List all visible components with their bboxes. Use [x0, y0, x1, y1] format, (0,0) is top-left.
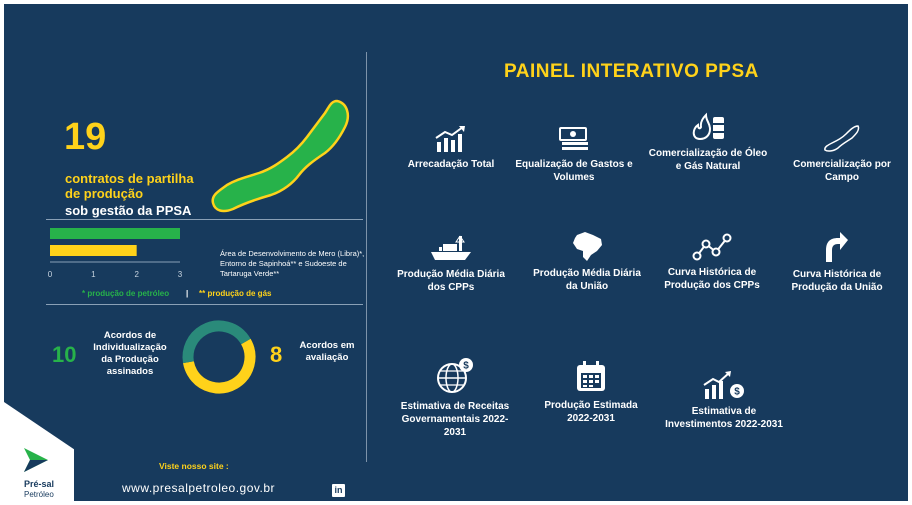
logo-text-line2: Petróleo: [24, 490, 54, 499]
tile-label: Arrecadação Total: [407, 159, 495, 170]
bar-oil: [50, 228, 180, 239]
panel-title: PAINEL INTERATIVO PPSA: [504, 61, 759, 82]
pre-salt-area-map-icon: [209, 99, 359, 219]
site-link[interactable]: www.presalpetroleo.gov.br: [122, 481, 276, 495]
globe-dollar-icon: [434, 356, 476, 396]
evaluation-agreements-count: 8: [270, 342, 283, 367]
tile-label: Estimativa de Receitas Governamentais 2022-2031: [400, 401, 510, 438]
contracts-label: [65, 171, 194, 201]
signed-agreements-count: 10: [52, 342, 77, 367]
tile-label: Estimativa de Investimentos 2022-2031: [665, 406, 783, 430]
calendar-icon: [573, 359, 609, 395]
tile-producao-media-uniao[interactable]: [527, 229, 647, 293]
legend-gas: ** produção de gás: [199, 289, 272, 298]
line-nodes-icon: [692, 232, 732, 262]
tile-label: Curva Histórica de Produção da União: [791, 269, 883, 293]
signed-agreements-label: Acordos de Individualização da Produção assinados: [93, 330, 167, 377]
svg-text:$: $: [463, 360, 469, 372]
money-stack-icon: [556, 124, 592, 154]
tile-label: Produção Média Diária dos CPPs: [397, 269, 505, 293]
tile-label: Produção Média Diária da União: [533, 268, 641, 292]
divider-line: [46, 304, 363, 305]
bar-gas: [50, 245, 137, 256]
column-divider: [366, 52, 367, 462]
tile-arrecadacao-total[interactable]: [391, 124, 511, 171]
tile-label: Produção Estimada 2022-2031: [544, 400, 638, 424]
contracts-management-label: sob gestão da PPSA: [65, 203, 192, 218]
brazil-map-icon: [569, 229, 605, 263]
svg-text:$: $: [734, 386, 740, 398]
legend-separator: |: [186, 289, 189, 298]
tile-curva-historica-cpps[interactable]: [652, 232, 772, 292]
tile-producao-estimada[interactable]: [531, 359, 651, 425]
tile-estimativa-investimentos[interactable]: [664, 369, 784, 431]
flame-barrel-icon: [688, 111, 728, 143]
tile-label: Comercialização de Óleo e Gás Natural: [648, 148, 768, 172]
contracts-label-line2: de produção: [65, 186, 144, 201]
x-tick-label: 1: [91, 270, 96, 279]
presal-logo-icon: [22, 446, 62, 474]
x-tick-label: 3: [177, 270, 183, 279]
arrow-up-icon: [822, 230, 852, 264]
legend-oil: * produção de petróleo: [82, 289, 170, 298]
field-map-icon: [822, 124, 862, 154]
tile-curva-historica-uniao[interactable]: [777, 230, 897, 294]
oil-ship-icon: [429, 232, 473, 264]
chart-dollar-icon: [701, 369, 747, 401]
growth-chart-icon: [433, 124, 469, 154]
tile-comercializacao-oleo-gas[interactable]: [648, 111, 768, 173]
site-label: Viste nosso site :: [159, 461, 229, 471]
agreements-donut-chart: [179, 317, 259, 397]
tile-producao-media-cpps[interactable]: [391, 232, 511, 294]
divider-line: [46, 219, 363, 220]
production-bar-chart: [44, 222, 194, 282]
tile-estimativa-receitas[interactable]: [395, 356, 515, 439]
x-tick-label: 2: [134, 270, 139, 279]
x-tick-label: 0: [47, 270, 53, 279]
tile-label: Curva Histórica de Produção dos CPPs: [664, 267, 760, 291]
logo-text-line1: Pré-sal: [24, 479, 55, 489]
tile-equalizacao[interactable]: [514, 124, 634, 184]
tile-label: Equalização de Gastos e Volumes: [515, 159, 633, 183]
tile-comercializacao-campo[interactable]: [782, 124, 902, 184]
infographic-panel: [4, 4, 908, 501]
evaluation-agreements-label: Acordos em avaliação: [299, 340, 355, 363]
contracts-label-line1: contratos de partilha: [65, 171, 194, 186]
contracts-count: 19: [64, 116, 107, 158]
linkedin-icon[interactable]: in: [332, 484, 345, 497]
area-note: Área de Desenvolvimento de Mero (Libra)*, Entorno de Sapinhoá** e Sudoeste de Tartaruga Verde**: [220, 249, 365, 278]
tile-label: Comercialização por Campo: [793, 159, 891, 183]
